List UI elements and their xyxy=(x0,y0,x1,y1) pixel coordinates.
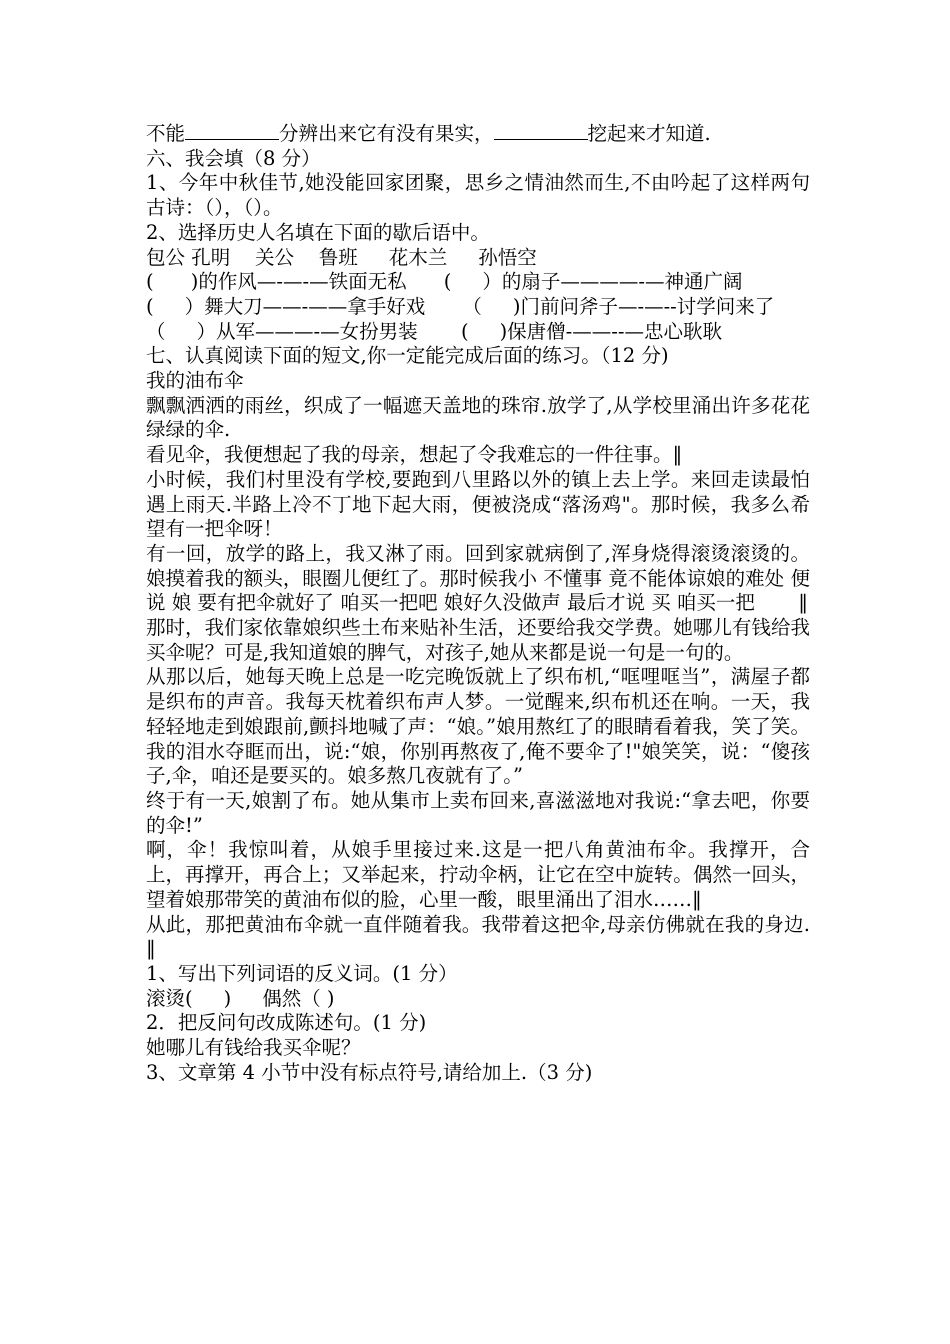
exercise-1-items: 滚烫( ) 偶然（ ) xyxy=(146,986,335,1010)
fill-blank-2 xyxy=(494,122,588,140)
document-page xyxy=(146,122,810,1085)
question-2: 2、选择历史人名填在下面的歇后语中。 xyxy=(146,220,490,244)
article-paragraph-4: 有一回，放学的路上，我又淋了雨。回到家就病倒了,浑身烧得滚烫滚烫的。娘摸着我的额头，眼圈儿便红了。那时候我小 不懂事 竟不能体谅娘的难处 便说 娘 要有把伞就好了 咱买一把吧 娘好久没做声 最后才说 买 咱买一把 ‖ xyxy=(146,541,810,615)
exercise-3: 3、文章第 4 小节中没有标点符号,请给加上.（3 分) xyxy=(146,1060,593,1084)
xiehouyu-row-2: ( ）舞大刀——-——拿手好戏 （ )门前问斧子—-—--讨学问来了 xyxy=(146,294,775,318)
article-paragraph-5: 那时，我们家依靠娘织些土布来贴补生活，还要给我交学费。她哪儿有钱给我买伞呢？可是,我知道娘的脾气，对孩子,她从来都是说一句是一句的。 xyxy=(146,616,810,664)
article-paragraph-8: 啊，伞！我惊叫着，从娘手里接过来.这是一把八角黄油布伞。我撑开，合上，再撑开，再合上；又举起来，拧动伞柄，让它在空中旋转。偶然一回头，望着娘那带笑的黄油布似的脸，心里一酸，眼里涌出了泪水……‖ xyxy=(146,838,810,911)
exercise-2-sentence: 她哪儿有钱给我买伞呢？ xyxy=(146,1036,361,1060)
section-seven-heading: 七、认真阅读下面的短文,你一定能完成后面的练习。（12 分) xyxy=(146,344,669,368)
article-paragraph-7: 终于有一天,娘割了布。她从集市上卖布回来,喜滋滋地对我说:“拿去吧，你要的伞!” xyxy=(146,788,810,837)
exercise-2: 2．把反问句改成陈述句。(1 分) xyxy=(146,1011,427,1035)
text-segment: 不能 xyxy=(146,122,186,145)
xiehouyu-row-3: （ ）从军———-—女扮男装 ( )保唐僧-——--—忠心耿耿 xyxy=(146,319,722,343)
text-segment: 挖起来才知道. xyxy=(587,122,711,145)
question-1: 1、今年中秋佳节,她没能回家团聚，思乡之情油然而生,不由吟起了这样两句古诗：（），（）。 xyxy=(146,171,810,220)
fill-blank-1 xyxy=(185,122,279,140)
exercise-1: 1、写出下列词语的反义词。(1 分） xyxy=(146,961,458,985)
section-six-heading: 六、我会填（8 分） xyxy=(146,146,321,170)
article-paragraph-9: 从此，那把黄油布伞就一直伴随着我。我带着这把伞,母亲仿佛就在我的身边.‖ xyxy=(146,912,810,961)
article-paragraph-6: 从那以后，她每天晚上总是一吃完晚饭就上了织布机,“哐哩哐当”，满屋子都是织布的声音。我每天枕着织布声人梦。一觉醒来,织布机还在响。一天，我轻轻地走到娘跟前,颤抖地喊了声：“娘。”娘用熬红了的眼睛看着我，笑了笑。我的泪水夺眶而出，说:“娘，你别再熬夜了,俺不要伞了!"娘笑笑，说：“傻孩子,伞，咱还是要买的。娘多熬几夜就有了。” xyxy=(146,665,810,788)
blank-sentence xyxy=(146,122,810,147)
xiehouyu-row-1: ( )的作风—-—-—铁面无私 ( ）的扇子————-—神通广阔 xyxy=(146,270,743,294)
article-paragraph-1: 飘飘洒洒的雨丝，织成了一幅遮天盖地的珠帘.放学了,从学校里涌出许多花花绿绿的伞. xyxy=(146,393,810,442)
article-paragraph-3: 小时候，我们村里没有学校,要跑到八里路以外的镇上去上学。来回走读最怕遇上雨天.半路上冷不丁地下起大雨，便被浇成“落汤鸡"。那时候，我多么希望有一把伞呀！ xyxy=(146,467,810,541)
article-paragraph-2: 看见伞，我便想起了我的母亲，想起了令我难忘的一件往事。‖ xyxy=(146,443,683,467)
article-title: 我的油布伞 xyxy=(146,369,244,393)
text-segment: 分辨出来它有没有果实， xyxy=(279,122,494,145)
name-options: 包公 孔明 关公 鲁班 花木兰 孙悟空 xyxy=(146,245,537,269)
